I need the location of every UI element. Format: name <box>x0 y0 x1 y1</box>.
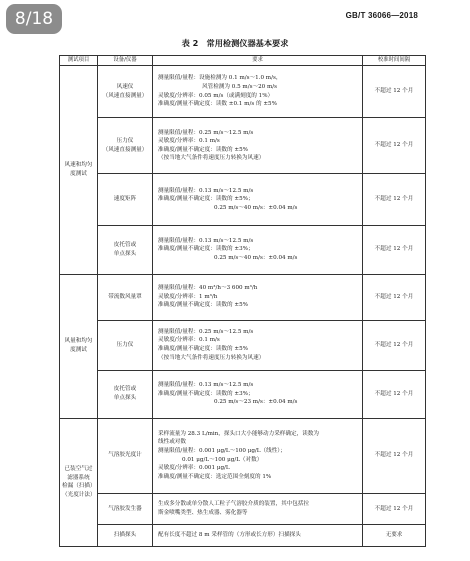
device-cell: 扫描探头 <box>98 525 153 547</box>
interval-cell: 不超过 12 个月 <box>363 274 426 320</box>
category-cell-air-volume: 风量和均匀 度测试 <box>60 274 98 418</box>
device-cell: 皮托管或 单点探头 <box>98 370 153 418</box>
interval-cell: 不超过 12 个月 <box>363 493 426 524</box>
table-header-row <box>60 56 426 66</box>
requirements-cell: 测量限值/量程：0.25 m/s～12.5 m/s 灵敏度/分辨率：0.1 m/s 准确度/测量不确定度：读数的 ±5% （按当地大气条件将速度压力转换为风速） <box>153 320 363 370</box>
interval-cell: 不超过 12 个月 <box>363 174 426 225</box>
header-device: 设备/仪器 <box>98 56 153 66</box>
standard-code: GB/T 36066—2018 <box>345 11 418 20</box>
header-calibration-interval: 校准时间间隔 <box>363 56 426 66</box>
interval-cell: 无要求 <box>363 525 426 547</box>
interval-cell: 不超过 12 个月 <box>363 225 426 274</box>
device-cell: 皮托管或 单点探头 <box>98 225 153 274</box>
device-cell: 气溶胶发生器 <box>98 493 153 524</box>
table-row <box>60 66 426 118</box>
table-row <box>60 225 426 274</box>
table-row <box>60 274 426 320</box>
requirements-cell: 测量限值/量程：0.25 m/s～12.5 m/s 灵敏度/分辨率：0.1 m/s 准确度/测量不确定度：读数的 ±5% （按当地大气条件将速度压力转换为风速） <box>153 118 363 174</box>
device-cell: 风速仪 （风速直接测量） <box>98 66 153 118</box>
category-cell-air-velocity: 风速和均匀 度测试 <box>60 66 98 275</box>
device-cell: 气溶胶光度计 <box>98 418 153 493</box>
interval-cell: 不超过 12 个月 <box>363 118 426 174</box>
interval-cell: 不超过 12 个月 <box>363 320 426 370</box>
interval-cell: 不超过 12 个月 <box>363 66 426 118</box>
table-row <box>60 174 426 225</box>
device-cell: 压力仪 （风速直接测量） <box>98 118 153 174</box>
device-cell: 带流数风量罩 <box>98 274 153 320</box>
table-row <box>60 493 426 524</box>
device-cell: 速度矩阵 <box>98 174 153 225</box>
requirements-cell: 采样流量为 28.3 L/min，探头口大小能够动力采样确定，读数为 线性或对数 测量限值/量程：0.001 μg/L～100 μg/L（线性）； 0.01 μg/L～100 μg/L（对数） 灵敏度/分辨率：0.001 μg/L 准确度/测量不确定度：选定范围全刻度的 1% <box>153 418 363 493</box>
category-cell-filter-leak-scan: 已装空气过 滤器系统 检漏（扫描） （光度计法） <box>60 418 98 546</box>
interval-cell: 不超过 12 个月 <box>363 370 426 418</box>
table-row <box>60 320 426 370</box>
requirements-cell: 测量限值/量程：设施检测为 0.1 m/s～1.0 m/s， 风管检测为 0.5 m/s～20 m/s 灵敏度/分辨率：0.05 m/s（或满刻度的 1%） 准确度/测量不确定度：读数 ±0.1 m/s 的 ±5% <box>153 66 363 118</box>
table-title: 表 2 常用检测仪器基本要求 <box>181 38 289 48</box>
requirements-cell: 测量限值/量程：0.13 m/s～12.5 m/s 准确度/测量不确定度：读数的 ±5%； 0.25 m/s～40 m/s：±0.04 m/s <box>153 174 363 225</box>
table-row <box>60 118 426 174</box>
device-cell: 压力仪 <box>98 320 153 370</box>
header-requirements: 要求 <box>153 56 363 66</box>
interval-cell: 不超过 12 个月 <box>363 418 426 493</box>
requirements-cell: 测量限值/量程：0.13 m/s～12.5 m/s 准确度/测量不确定度：读数的 ±3%； 0.25 m/s～23 m/s：±0.04 m/s <box>153 370 363 418</box>
page-indicator[interactable]: 8/18 <box>6 4 62 34</box>
table-row <box>60 370 426 418</box>
requirements-cell: 生成多分散或单分散人工粒子气溶胶介质的装置，其中包括拉 斯金喷嘴类型、热生成器、雾化器等 <box>153 493 363 524</box>
requirements-cell: 测量限值/量程：40 m³/h～3 600 m³/h 灵敏度/分辨率：1 m³/h 准确度/测量不确定度：读数的 ±5% <box>153 274 363 320</box>
table-row <box>60 525 426 547</box>
table-row <box>60 418 426 493</box>
instrument-requirements-table <box>59 55 426 547</box>
requirements-cell: 配有长度不超过 8 m 采样管的（方形或长方形）扫描探头 <box>153 525 363 547</box>
requirements-cell: 测量限值/量程：0.13 m/s～12.5 m/s 准确度/测量不确定度：读数的 ±3%； 0.25 m/s～40 m/s：±0.04 m/s <box>153 225 363 274</box>
header-test-item: 测试项目 <box>60 56 98 66</box>
